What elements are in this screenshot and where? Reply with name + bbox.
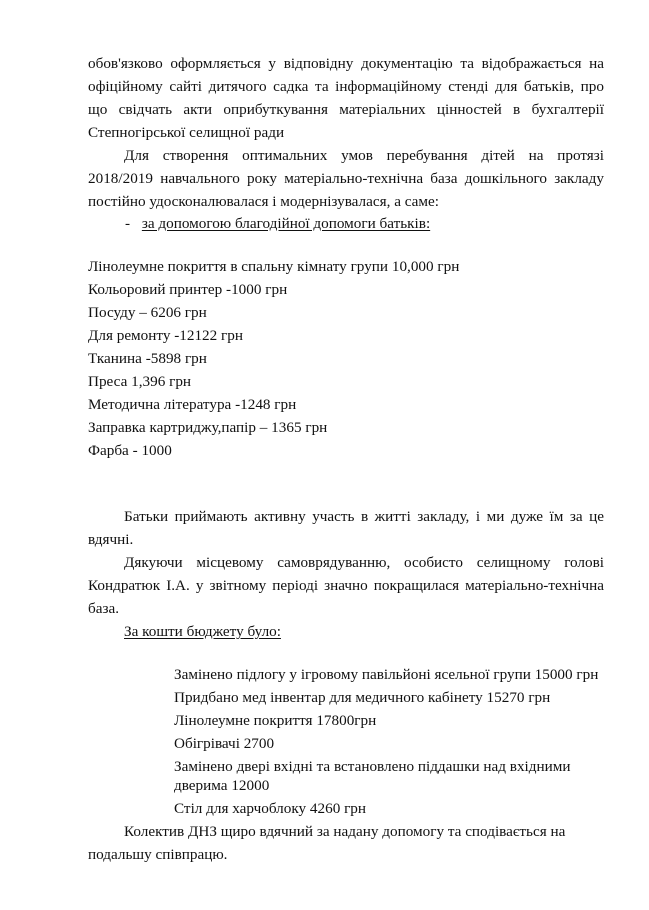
paragraph-line: база. <box>88 600 120 617</box>
paragraph-line: Для створення оптимальних умов перебування дітей на протязі <box>124 147 604 164</box>
heading-dash: - <box>125 215 131 232</box>
section-heading-parents <box>125 214 430 234</box>
list-item: Методична література -1248 грн <box>88 396 297 413</box>
heading-text: за допомогою благодійної допомоги батьків: <box>141 215 431 232</box>
list-item: Заправка картриджу,папір – 1365 грн <box>88 419 328 436</box>
paragraph-line: обов'язково оформляється у відповідну документацію та відображається на <box>88 55 604 72</box>
paragraph-line: 2018/2019 навчального року матеріально-технічна база дошкільного закладу <box>88 170 604 187</box>
paragraph-line: офіційному сайті дитячого садка та інформаційному стенді для батьків, про <box>88 78 604 95</box>
paragraph-line: постійно удосконалювалася і модернізувалася, а саме: <box>88 193 439 210</box>
paragraph-line: Дякуючи місцевому самоврядуванню, особисто селищному голові <box>124 554 604 571</box>
list-item: Преса 1,396 грн <box>88 373 192 390</box>
list-item: Тканина -5898 грн <box>88 350 207 367</box>
list-item: Придбано мед інвентар для медичного кабінету 15270 грн <box>174 689 551 706</box>
list-item: Фарба - 1000 <box>88 442 172 459</box>
list-item: Лінолеумне покриття в спальну кімнату групи 10,000 грн <box>88 258 460 275</box>
list-item: дверима 12000 <box>174 777 270 794</box>
list-item: Замінено підлогу у ігровому павільйоні ясельної групи 15000 грн <box>174 666 599 683</box>
list-item: Лінолеумне покриття 17800грн <box>174 712 377 729</box>
paragraph-line: подальшу співпрацю. <box>88 846 228 863</box>
list-item: Посуду – 6206 грн <box>88 304 207 321</box>
paragraph-line: вдячні. <box>88 531 134 548</box>
list-item: Обігрівачі 2700 <box>174 735 275 752</box>
list-item: Стіл для харчоблоку 4260 грн <box>174 800 367 817</box>
paragraph-line: Батьки приймають активну участь в житті закладу, і ми дуже їм за це <box>124 508 604 525</box>
paragraph-line: Кондратюк І.А. у звітному періоді значно покращилася матеріально-технічна <box>88 577 604 594</box>
paragraph-line: Степногірської селищної ради <box>88 124 285 141</box>
list-item: Замінено двері вхідні та встановлено піддашки над вхідними <box>174 758 571 775</box>
paragraph-line: Колектив ДНЗ щиро вдячний за надану допомогу та сподівається на <box>124 823 566 840</box>
list-item: Кольоровий принтер -1000 грн <box>88 281 288 298</box>
section-heading-budget: За кошти бюджету було: <box>124 623 281 640</box>
paragraph-line: що свідчать акти оприбуткування матеріальних цінностей в бухгалтерії <box>88 101 604 118</box>
list-item: Для ремонту -12122 грн <box>88 327 243 344</box>
